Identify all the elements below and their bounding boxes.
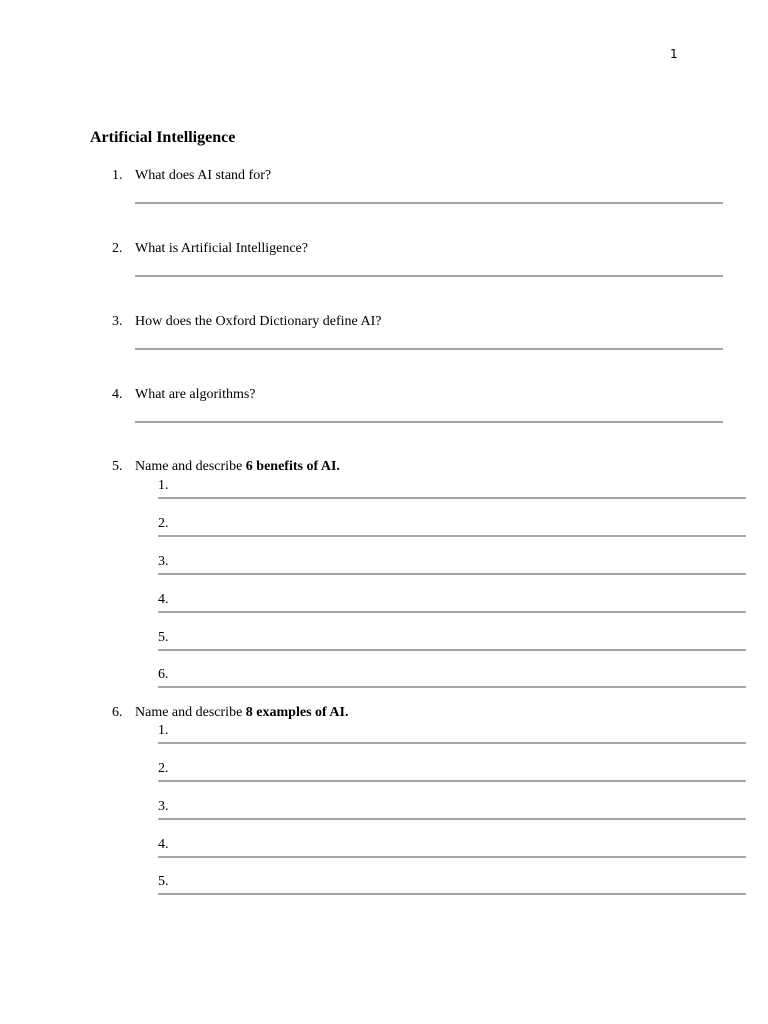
question-text [135, 704, 348, 722]
question-text: What are algorithms? [135, 387, 256, 402]
question-number: 2. [112, 241, 123, 256]
sub-answer-line[interactable] [158, 760, 746, 782]
question-number: 6. [112, 705, 123, 720]
answer-line-1[interactable] [135, 202, 723, 204]
answer-line-3[interactable] [135, 348, 723, 350]
sub-item-number: 5. [158, 630, 169, 645]
question-text-prefix: Name and describe [135, 705, 246, 720]
sub-item-number: 2. [158, 761, 169, 776]
sub-answer-line[interactable] [158, 629, 746, 651]
sub-answer-line[interactable] [158, 553, 746, 575]
answer-line-2[interactable] [135, 275, 723, 277]
question-text: What does AI stand for? [135, 168, 272, 183]
sub-item-number: 1. [158, 723, 169, 738]
question-number: 5. [112, 459, 123, 474]
question-text: How does the Oxford Dictionary define AI? [135, 314, 382, 329]
sub-answer-line[interactable] [158, 873, 746, 895]
sub-item-number: 4. [158, 592, 169, 607]
sub-item-number: 4. [158, 837, 169, 852]
sub-answer-line[interactable] [158, 591, 746, 613]
worksheet-title: Artificial Intelligence [90, 129, 236, 146]
sub-item-number: 2. [158, 516, 169, 531]
sub-item-number: 1. [158, 478, 169, 493]
sub-answer-line[interactable] [158, 722, 746, 744]
question-number: 3. [112, 314, 123, 329]
answer-line-4[interactable] [135, 421, 723, 423]
question-number: 1. [112, 168, 123, 183]
question-text-prefix: Name and describe [135, 459, 246, 474]
sub-answer-line[interactable] [158, 836, 746, 858]
sub-answer-line[interactable] [158, 666, 746, 688]
sub-item-number: 3. [158, 554, 169, 569]
sub-item-number: 5. [158, 874, 169, 889]
sub-answer-line[interactable] [158, 477, 746, 499]
question-number: 4. [112, 387, 123, 402]
sub-answer-line[interactable] [158, 515, 746, 537]
question-text: What is Artificial Intelligence? [135, 241, 308, 256]
sub-item-number: 6. [158, 667, 169, 682]
sub-item-number: 3. [158, 799, 169, 814]
sub-answer-line[interactable] [158, 798, 746, 820]
question-text [135, 458, 340, 476]
page-number: 1 [670, 47, 678, 61]
question-text-emphasis: 6 benefits of AI. [245, 459, 340, 474]
question-text-emphasis: 8 examples of AI. [245, 705, 349, 720]
